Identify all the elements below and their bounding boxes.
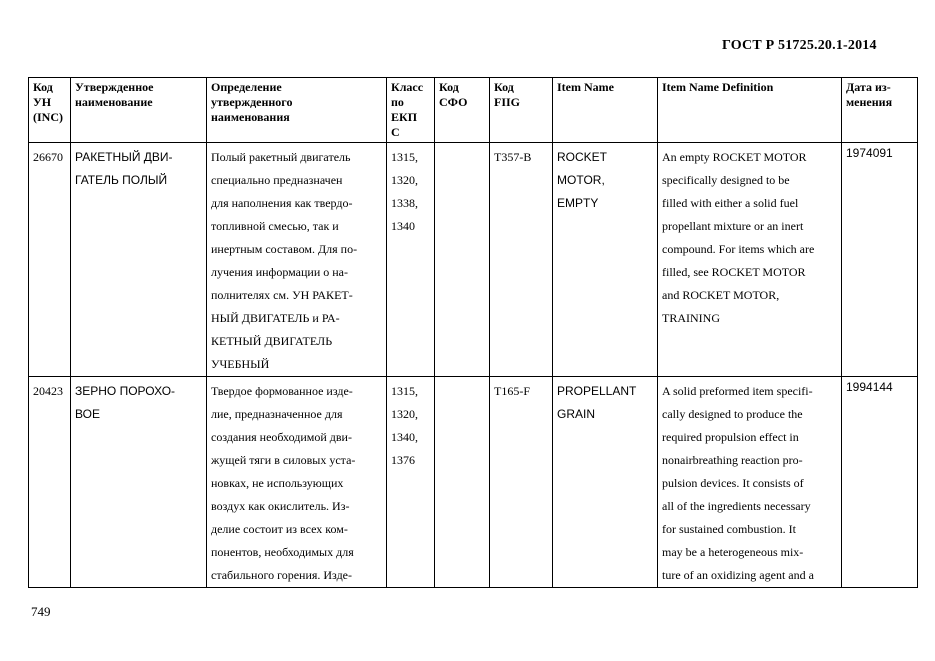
document-code: ГОСТ Р 51725.20.1-2014 xyxy=(722,38,877,53)
table-row xyxy=(29,143,918,377)
cell-approved-name: ЗЕРНО ПОРОХО- ВОЕ xyxy=(75,384,176,421)
catalog-table xyxy=(28,77,918,588)
col-header-item-name: Item Name xyxy=(553,78,658,143)
cell-item-definition: An empty ROCKET MOTOR specifically designed to be filled with either a solid fuel propellant mixture or an inert compound. For items which are filled, see ROCKET MOTOR and ROCKET MOTOR, TRAINING xyxy=(662,150,815,325)
cell-item-name: PROPELLANT GRAIN xyxy=(557,384,637,421)
col-header-approved-name: Утвержденное наименование xyxy=(71,78,207,143)
col-header-sfo: Код СФО xyxy=(435,78,490,143)
cell-definition: Твердое формованное изде- лие, предназначенное для создания необходимой дви- жущей тяги в силовых уста- новках, не использующих воздух как окислитель. Из- делие состоит из всех ком- понентов, необходимых для стабильного горения. Изде- xyxy=(211,384,356,582)
col-header-item-definition: Item Name Definition xyxy=(658,78,842,143)
col-header-definition: Определение утвержденного наименования xyxy=(207,78,387,143)
cell-date: 1994144 xyxy=(846,380,893,394)
col-header-date: Дата из- менения xyxy=(842,78,918,143)
cell-item-definition: A solid preformed item specifi- cally designed to produce the required propulsion effect in nonairbreathing reaction pro- pulsion devices. It consists of all of the ingredients necessary for sustained combustion. It may be a heterogeneous mix- ture of an oxidizing agent and a xyxy=(662,384,814,582)
col-header-code: Код УН (INC) xyxy=(29,78,71,143)
cell-fiig: T165-F xyxy=(494,384,530,398)
cell-definition: Полый ракетный двигатель специально предназначен для наполнения как твердо- топливной смесью, так и инертным составом. Для по- лучения информации о на- полнителях см. УН РАКЕТ- НЫЙ ДВИГАТЕЛЬ и РА- КЕТНЫЙ ДВИГАТЕЛЬ УЧЕБНЫЙ xyxy=(211,150,358,371)
cell-fiig: T357-B xyxy=(494,150,532,164)
cell-approved-name: РАКЕТНЫЙ ДВИ- ГАТЕЛЬ ПОЛЫЙ xyxy=(75,150,173,187)
page-number: 749 xyxy=(31,604,51,619)
cell-code: 20423 xyxy=(33,384,63,398)
col-header-class: Класс по ЕКП С xyxy=(387,78,435,143)
cell-item-name: ROCKET MOTOR, EMPTY xyxy=(557,150,608,210)
table-header-row xyxy=(29,78,918,143)
cell-class: 1315, 1320, 1338, 1340 xyxy=(391,150,418,233)
col-header-fiig: Код FIIG xyxy=(490,78,553,143)
cell-date: 1974091 xyxy=(846,146,893,160)
cell-code: 26670 xyxy=(33,150,63,164)
cell-class: 1315, 1320, 1340, 1376 xyxy=(391,384,418,467)
table-row xyxy=(29,377,918,588)
